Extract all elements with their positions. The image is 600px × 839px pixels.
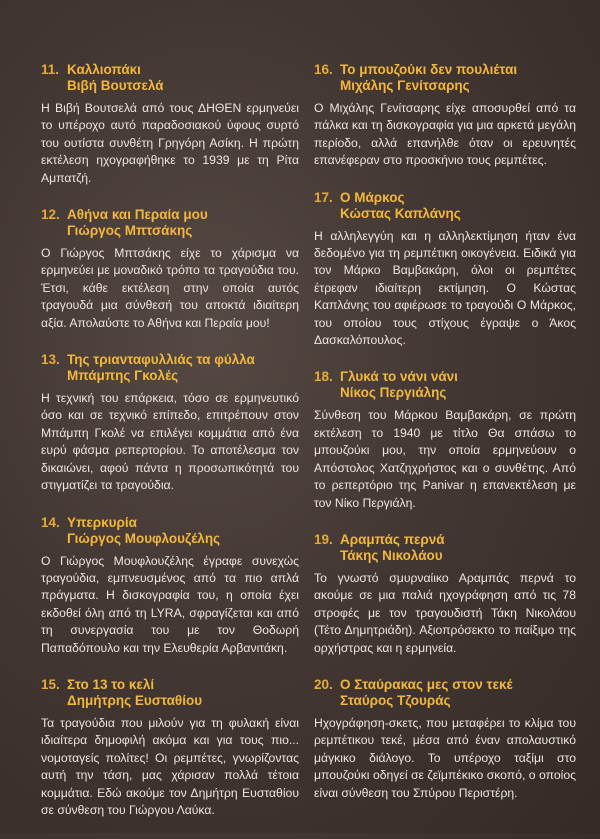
track-artist: Κώστας Καπλάνης xyxy=(340,205,461,221)
track-artist: Σταύρος Τζουράς xyxy=(340,692,451,708)
track-entry xyxy=(41,62,299,187)
right-column xyxy=(314,62,576,822)
track-entry xyxy=(314,532,576,657)
track-number: 13. xyxy=(41,352,60,368)
track-heading xyxy=(314,62,576,94)
left-column xyxy=(41,62,299,839)
track-description: Η τεχνική του επάρκεια, τόσο σε ερμηνευτικό όσο και σε τεχνικό επίπεδο, επιτρέπουν στον Μπάμπη Γκολέ να επιλέγει κομμάτια από ένα ευρύ φάσμα ρεπερτορίου. Το αποτέλεσμα τον δικαιώνει, αφού πάντα η προσωπικότητά του στιγματίζει τα τραγούδια. xyxy=(41,391,299,493)
track-heading xyxy=(314,190,576,222)
track-number: 12. xyxy=(41,207,60,223)
track-number: 18. xyxy=(314,369,333,385)
track-heading xyxy=(41,515,299,547)
track-description: Ο Γιώργος Μπτσάκης είχε το χάρισμα να ερμηνεύει με μοναδικό τρόπο τα τραγούδια του. Έτσι, κάθε εκτέλεση στην οποία αυτός τραγουδά μια σύνθεσή του αποκτά ιδιαίτερη αξία. Απολαύστε το Αθήνα και Περαία μου! xyxy=(41,246,299,330)
track-number: 17. xyxy=(314,189,333,205)
track-title: Αθήνα και Περαία μου xyxy=(67,207,208,223)
track-description: Σύνθεση του Μάρκου Βαμβακάρη, σε πρώτη εκτέλεση το 1940 με τίτλο Θα σπάσω το μπουζούκι μου, την οποία ερμηνεύουν ο Απόστολος Χατζηχρήστος και ο συνθέτης. Από το ρεπερτόριο της Panivar η επανεκτέλεση με τον Νίκο Περγιάλη. xyxy=(314,408,576,510)
track-artist: Γιώργος Μπτσάκης xyxy=(67,223,193,239)
track-description: Ο Γιώργος Μουφλουζέλης έγραφε συνεχώς τραγούδια, εμπνευσμένος από τα πιο απλά πράγματα. Η δισκογραφία του, η οποία έχει εκδοθεί όλη από τη LYRA, σφραγίζεται και από τη συνεργασία του με τον Θοδωρή Παπαδόπουλο και την Ελευθερία Αρβανιτάκη. xyxy=(41,553,299,655)
track-title: Το μπουζούκι δεν πουλιέται xyxy=(340,62,518,77)
track-description: Το γνωστό σμυρναίικο Αραμπάς περνά το ακούμε σε μια παλιά ηχογράφηση από τις 78 στροφές με τον τραγουδιστή Τάκη Νικολάου (Τέτο Δημητριάδη). Αξιοπρόσεκτο το παίξιμο της ορχήστρας και η ερμηνεία. xyxy=(314,570,576,655)
track-title: Ο Μάρκος xyxy=(340,189,405,205)
track-title: Στο 13 το κελί xyxy=(67,676,155,692)
track-artist: Μπάμπης Γκολές xyxy=(67,368,179,384)
track-artist: Νίκος Περγιάλης xyxy=(340,385,447,401)
track-title: Ο Σταύρακας μες στον τεκέ xyxy=(340,676,513,692)
track-heading xyxy=(314,677,576,709)
track-artist: Βιβή Βουτσελά xyxy=(67,78,164,93)
track-heading xyxy=(314,532,576,564)
track-description: Τα τραγούδια που μιλούν για τη φυλακή είναι ιδιαίτερα δημοφιλή ακόμα και για τους πιο... νομοταγείς πολίτες! Οι ρεμπέτες, γνωρίζοντας αυτή την τάση, μας χάρισαν πολλά τέτοια κομμάτια. Εδώ ακούμε τον Δημήτρη Ευσταθίου σε σύνθεση του Γιώργου Λαύκα. xyxy=(41,715,299,817)
track-heading xyxy=(314,369,576,401)
track-entry xyxy=(41,207,299,332)
track-title: Της τριανταφυλλιάς τα φύλλα xyxy=(67,352,255,368)
track-number: 20. xyxy=(314,676,333,692)
track-entry xyxy=(41,677,299,819)
track-description: Η αλληλεγγύη και η αλληλεκτίμηση ήταν ένα δεδομένο για τη ρεμπέτικη οικογένεια. Ειδικά για τον Μάρκο Βαμβακάρη, όλοι οι ρεμπέτες έτρεφαν ιδιαίτερη εκτίμηση. Ο Κώστας Καπλάνης του αφιέρωσε το τραγούδι Ο Μάρκος, του οποίου τους στίχους έγραψε ο Άκος Δασκαλόπουλος. xyxy=(314,228,576,348)
track-number: 19. xyxy=(314,531,333,547)
track-description: Η Βιβή Βουτσελά από τους ΔΗΘΕΝ ερμηνεύει το υπέροχο αυτό παραδοσιακού ύφους συρτό του ουτίστα συνθέτη Γρηγόρη Ασίκη. Η πρώτη εκτέλεση ηχογραφήθηκε το 1939 με τη Ρίτα Αμπατζή. xyxy=(41,101,299,185)
track-title: Γλυκά το νάνι νάνι xyxy=(340,369,458,385)
track-heading xyxy=(41,677,299,709)
track-title: Αραμπάς περνά xyxy=(340,531,445,547)
track-description: Ο Μιχάλης Γενίτσαρης είχε αποσυρθεί από τα πάλκα και τη δισκογραφία για μια αρκετά μεγάλη περίοδο, αλλά επανήλθε όταν οι ερευνητές επανέφεραν στο προσκήνιο τους ρεμπέτες. xyxy=(314,101,576,168)
track-artist: Γιώργος Μουφλουζέλης xyxy=(67,530,221,546)
track-artist: Μιχάλης Γενίτσαρης xyxy=(340,78,470,93)
track-entry xyxy=(314,369,576,511)
track-entry xyxy=(41,515,299,657)
track-heading xyxy=(41,62,299,94)
track-title: Υπερκυρία xyxy=(67,514,137,530)
track-description: Ηχογράφηση-σκετς, που μεταφέρει το κλίμα του ρεμπέτικου τεκέ, μέσα από έναν απολαυστικό μάγκικο διάλογο. Το υπέροχο ταξίμι στο μπουζούκι οδηγεί σε ζεϊμπέκικο σκοπό, ο οποίος είναι σύνθεση του Σπύρου Περιστέρη. xyxy=(314,715,576,800)
track-entry xyxy=(314,62,576,170)
track-entry xyxy=(314,190,576,350)
track-number: 11. xyxy=(41,62,60,77)
track-heading xyxy=(41,352,299,384)
track-number: 15. xyxy=(41,676,60,692)
track-number: 14. xyxy=(41,514,60,530)
track-entry xyxy=(314,677,576,802)
track-heading xyxy=(41,207,299,239)
track-title: Καλλιοπάκι xyxy=(67,62,141,77)
track-entry xyxy=(41,352,299,494)
track-artist: Δημήτρης Ευσταθίου xyxy=(67,692,203,708)
track-number: 16. xyxy=(314,62,333,77)
track-artist: Τάκης Νικολάου xyxy=(340,547,443,563)
